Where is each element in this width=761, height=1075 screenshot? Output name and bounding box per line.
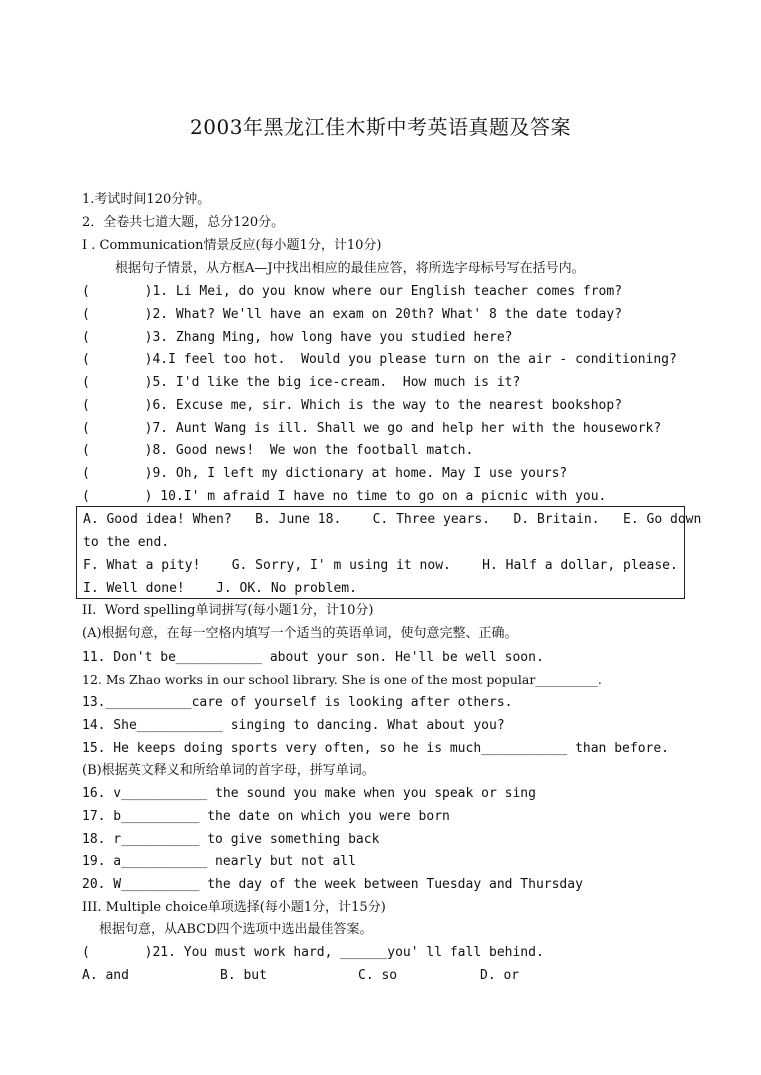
question-3: ( )3. Zhang Ming, how long have you studied here? <box>82 330 513 345</box>
box-line-2: to the end. <box>83 535 170 550</box>
question-2: ( )2. What? We'll have an exam on 20th? What' 8 the date today? <box>82 307 623 322</box>
option-b: B. but <box>220 968 267 983</box>
section1-heading: I . Communication情景反应(每小题1分，计10分) <box>82 238 382 253</box>
question-16: 16. v___________ the sound you make when you speak or sing <box>82 786 536 801</box>
question-19: 19. a___________ nearly but not all <box>82 854 356 869</box>
question-21: ( )21. You must work hard, ______you' ll fall behind. <box>82 945 544 960</box>
section3-instruction: 根据句意，从ABCD四个选项中选出最佳答案。 <box>99 922 373 937</box>
question-5: ( )5. I'd like the big ice-cream. How much is it? <box>82 375 521 390</box>
question-20: 20. W__________ the day of the week between Tuesday and Thursday <box>82 877 583 892</box>
page-title: 2003年黑龙江佳木斯中考英语真题及答案 <box>190 115 571 139</box>
option-d: D. or <box>480 968 520 983</box>
question-18: 18. r__________ to give something back <box>82 832 380 847</box>
box-line-3: F. What a pity! G. Sorry, I' m using it now. H. Half a dollar, please. <box>83 558 678 573</box>
answer-options-box <box>76 506 702 599</box>
question-14: 14. She___________ singing to dancing. What about you? <box>82 718 505 733</box>
question-11: 11. Don't be___________ about your son. He'll be well soon. <box>82 650 544 665</box>
section2-part-b: (B)根据英文释义和所给单词的首字母，拼写单词。 <box>82 763 375 778</box>
box-line-1: A. Good idea! When? B. June 18. C. Three years. D. Britain. E. Go down <box>83 512 702 527</box>
question-1: ( )1. Li Mei, do you know where our English teacher comes from? <box>82 284 623 299</box>
question-7: ( )7. Aunt Wang is ill. Shall we go and help her with the housework? <box>82 421 662 436</box>
intro-line-1: 1.考试时间120分钟。 <box>82 192 211 207</box>
section2-heading: II. Word spelling单词拼写(每小题1分，计10分) <box>82 603 374 618</box>
question-9: ( )9. Oh, I left my dictionary at home. May I use yours? <box>82 466 568 481</box>
question-6: ( )6. Excuse me, sir. Which is the way to the nearest bookshop? <box>82 398 623 413</box>
section1-instruction: 根据句子情景，从方框A—J中找出相应的最佳应答，将所选字母标号写在括号内。 <box>115 261 585 276</box>
option-c: C. so <box>358 968 398 983</box>
question-10: ( ) 10.I' m afraid I have no time to go on a picnic with you. <box>82 489 607 504</box>
question-4: ( )4.I feel too hot. Would you please turn on the air - conditioning? <box>82 352 677 367</box>
option-a: A. and <box>82 968 129 983</box>
question-13: 13.___________care of yourself is looking after others. <box>82 695 513 710</box>
question-8: ( )8. Good news! We won the football match. <box>82 443 474 458</box>
section3-heading: III. Multiple choice单项选择(每小题1分，计15分) <box>82 900 386 915</box>
question-17: 17. b__________ the date on which you were born <box>82 809 450 824</box>
section2-part-a: (A)根据句意，在每一空格内填写一个适当的英语单词，使句意完整、正确。 <box>82 626 518 641</box>
intro-line-2: 2．全卷共七道大题，总分120分。 <box>82 215 285 230</box>
question-15: 15. He keeps doing sports very often, so he is much___________ than before. <box>82 741 669 756</box>
question-12: 12. Ms Zhao works in our school library. She is one of the most popular__________. <box>82 672 602 687</box>
box-line-4: I. Well done! J. OK. No problem. <box>83 581 357 596</box>
